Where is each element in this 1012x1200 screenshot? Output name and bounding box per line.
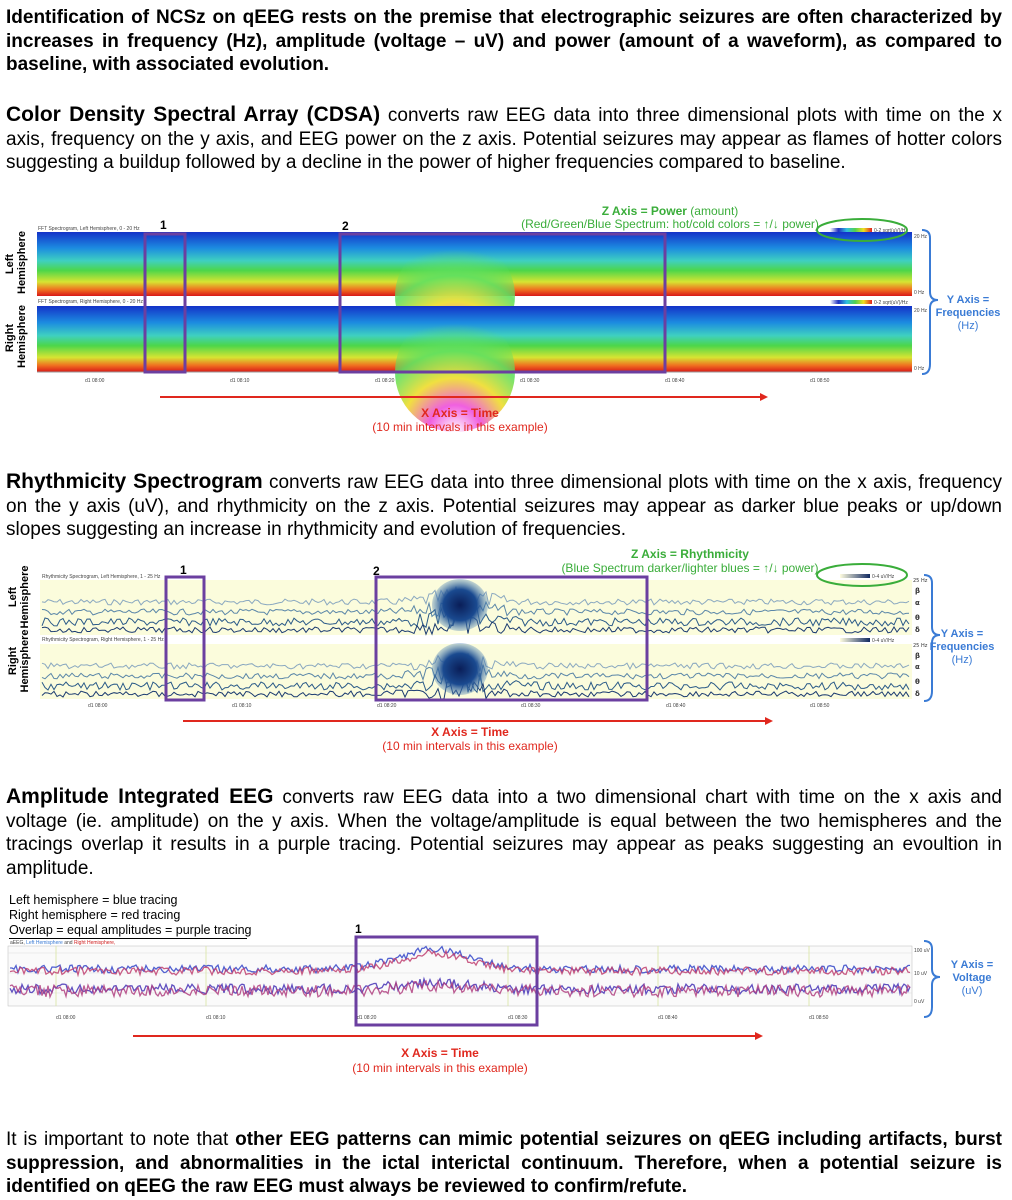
- aeeg-time-2: d1 08:20: [357, 1015, 377, 1021]
- rhythm-y-top-1: 25 Hz: [913, 578, 928, 584]
- rhythm-band-delta-2: δ: [915, 690, 920, 698]
- intro-text: Identification of NCSz on qEEG rests on the premise that electrographic seizures are often characterized by increases in frequency (Hz), amplitude (voltage – uV) and power (amount of a waveform), as compared to baseline, with associated evolution.: [6, 7, 1002, 75]
- aeeg-y-top: 100 uV: [914, 948, 930, 954]
- aeeg-time-5: d1 08:50: [809, 1015, 829, 1021]
- cdsa-left-label: Left Hemisphere: [4, 231, 28, 294]
- cdsa-scale-bar-2: [830, 300, 872, 304]
- rhythm-text: converts raw EEG data into three dimensional plots with time on the x axis, frequency on the y axis (uV), and rhythmicity on the z axis. Potential seizures may appear as darker blue peaks or up/down slopes suggesting an increase in rhythmicity and evolution of frequencies.: [6, 472, 1002, 540]
- cdsa-text: converts raw EEG data into three dimensional plots with time on the x axis, frequency on the y axis, and EEG power on the z axis. Potential seizures may appear as flames of hotter colors suggesting a buildup followed by a decline in the power of higher frequencies compared to baseline.: [6, 105, 1002, 173]
- cdsa-time-2: d1 08:20: [375, 378, 395, 384]
- aeeg-figure: [0, 893, 1008, 1083]
- rhythm-z-axis-note: (Blue Spectrum darker/lighter blues = ↑/↓ power): [561, 561, 819, 575]
- rhythm-left-peak: [432, 579, 488, 631]
- aeeg-paragraph: [6, 785, 1002, 880]
- rhythm-panel1-title: Rhythmicity Spectrogram, Left Hemisphere, 1 - 25 Hz: [42, 574, 161, 580]
- cdsa-paragraph: [6, 103, 1002, 175]
- rhythm-scale-bar-2: [840, 638, 870, 642]
- cdsa-time-5: d1 08:50: [810, 378, 830, 384]
- rhythm-left-label: Left Hemisphere: [7, 565, 31, 629]
- rhythm-time-1: d1 08:10: [232, 703, 252, 709]
- rhythm-time-4: d1 08:40: [666, 703, 686, 709]
- cdsa-y-axis-label: Y Axis = Frequencies (Hz): [935, 294, 1001, 332]
- rhythm-x-axis-note: (10 min intervals in this example): [382, 739, 558, 753]
- aeeg-panel-title: aEEG, Left Hemisphere and Right Hemisphere,: [10, 940, 116, 946]
- cdsa-x-axis-title: X Axis = Time: [421, 406, 499, 420]
- rhythm-band-beta-2: β: [915, 652, 921, 660]
- aeeg-x-axis-note: (10 min intervals in this example): [352, 1061, 528, 1075]
- intro-paragraph: [6, 6, 1002, 77]
- rhythm-x-axis-title: X Axis = Time: [431, 725, 509, 739]
- aeeg-time-3: d1 08:30: [508, 1015, 528, 1021]
- rhythm-right-label: Right Hemisphere: [7, 629, 31, 693]
- cdsa-y-top-1: 20 Hz: [914, 234, 928, 240]
- aeeg-time-0: d1 08:00: [56, 1015, 76, 1021]
- rhythm-time-2: d1 08:20: [377, 703, 397, 709]
- conclusion-text-a: It is important to note that: [6, 1129, 236, 1150]
- rhythm-scale-label-1: 0-4 uV/Hz: [872, 574, 895, 580]
- rhythm-right-peak: [432, 643, 488, 695]
- aeeg-text: converts raw EEG data into a two dimensional chart with time on the x axis and voltage (ie. amplitude) on the y axis. When the voltage/amplitude is equal between the two hemispheres and the tracings overlap it results in a purple tracing. Potential seizures may appear as peaks suggesting an evoultion in amplitude.: [6, 787, 1002, 879]
- rhythm-band-theta-2: θ: [915, 678, 920, 686]
- aeeg-box-1-label: 1: [355, 922, 362, 936]
- rhythm-y-top-2: 25 Hz: [913, 643, 928, 649]
- cdsa-scale-label-2: 0-2 sqrt(uV)/Hz: [874, 300, 908, 306]
- rhythm-scale-bar-1: [840, 574, 870, 578]
- rhythm-heading: Rhythmicity Spectrogram: [6, 470, 263, 493]
- conclusion-paragraph: [6, 1128, 1002, 1199]
- cdsa-time-3: d1 08:30: [520, 378, 540, 384]
- cdsa-panel2-title: FFT Spectrogram, Right Hemisphere, 0 - 20 Hz: [38, 299, 143, 305]
- cdsa-x-axis-note: (10 min intervals in this example): [372, 420, 548, 434]
- rhythm-time-3: d1 08:30: [521, 703, 541, 709]
- rhythm-band-beta-1: β: [915, 587, 921, 595]
- rhythm-band-alpha-1: α: [915, 599, 920, 607]
- cdsa-scale-label-1: 0-2 sqrt(uV)/Hz: [874, 228, 908, 234]
- aeeg-heading: Amplitude Integrated EEG: [6, 785, 274, 808]
- cdsa-box-1-label: 1: [160, 218, 167, 232]
- rhythm-box-1-label: 1: [180, 563, 187, 577]
- rhythm-time-5: d1 08:50: [810, 703, 830, 709]
- rhythm-panel2-title: Rhythmicity Spectrogram, Right Hemisphere, 1 - 25 Hz: [42, 637, 164, 643]
- cdsa-heading: Color Density Spectral Array (CDSA): [6, 103, 381, 126]
- cdsa-box-2-label: 2: [342, 219, 349, 233]
- aeeg-y-axis-label: Y Axis = Voltage (uV): [950, 959, 994, 997]
- conclusion-text-b: other EEG patterns can mimic potential seizures on qEEG including artifacts, burst suppression, and abnormalities in the ictal interictal continuum. Therefore, when a potential seizure is identified on qEEG the raw EEG must always be reviewed to confirm/refute.: [6, 1129, 1002, 1197]
- rhythm-time-0: d1 08:00: [88, 703, 108, 709]
- cdsa-z-axis-title: Z Axis = Power (amount): [601, 204, 739, 218]
- aeeg-legend-right: Right hemisphere = red tracing: [9, 908, 181, 922]
- aeeg-time-1: d1 08:10: [206, 1015, 226, 1021]
- cdsa-chart: [0, 216, 1008, 406]
- aeeg-y-mid: 10 uV: [914, 971, 928, 977]
- rhythm-band-theta-1: θ: [915, 614, 920, 622]
- aeeg-time-4: d1 08:40: [658, 1015, 678, 1021]
- cdsa-time-4: d1 08:40: [665, 378, 685, 384]
- rhythm-scale-label-2: 0-4 uV/Hz: [872, 638, 895, 644]
- cdsa-y-bottom-2: 0 Hz: [914, 366, 925, 372]
- cdsa-y-top-2: 20 Hz: [914, 308, 928, 314]
- aeeg-legend-overlap: Overlap = equal amplitudes = purple tracing: [9, 923, 252, 937]
- rhythm-z-axis-title: Z Axis = Rhythmicity: [631, 547, 749, 561]
- aeeg-y-bottom: 0 uV: [914, 999, 925, 1005]
- cdsa-figure: [0, 200, 1008, 440]
- cdsa-z-axis-note: (Red/Green/Blue Spectrum: hot/cold colors = ↑/↓ power): [521, 217, 819, 231]
- rhythm-chart: [0, 565, 1008, 740]
- cdsa-time-1: d1 08:10: [230, 378, 250, 384]
- rhythm-figure: [0, 545, 1008, 755]
- rhythm-y-axis-label: Y Axis = Frequencies (Hz): [929, 628, 995, 666]
- cdsa-y-bottom-1: 0 Hz: [914, 290, 925, 296]
- aeeg-legend-left: Left hemisphere = blue tracing: [9, 893, 178, 907]
- rhythm-band-alpha-2: α: [915, 663, 920, 671]
- rhythm-band-delta-1: δ: [915, 626, 920, 634]
- cdsa-scale-bar-1: [830, 228, 872, 232]
- cdsa-right-label: Right Hemisphere: [4, 305, 28, 368]
- rhythm-box-2-label: 2: [373, 564, 380, 578]
- cdsa-time-0: d1 08:00: [85, 378, 105, 384]
- cdsa-panel1-title: FFT Spectrogram, Left Hemisphere, 0 - 20 Hz: [38, 226, 140, 232]
- rhythm-paragraph: [6, 470, 1002, 542]
- aeeg-x-axis-title: X Axis = Time: [401, 1046, 479, 1060]
